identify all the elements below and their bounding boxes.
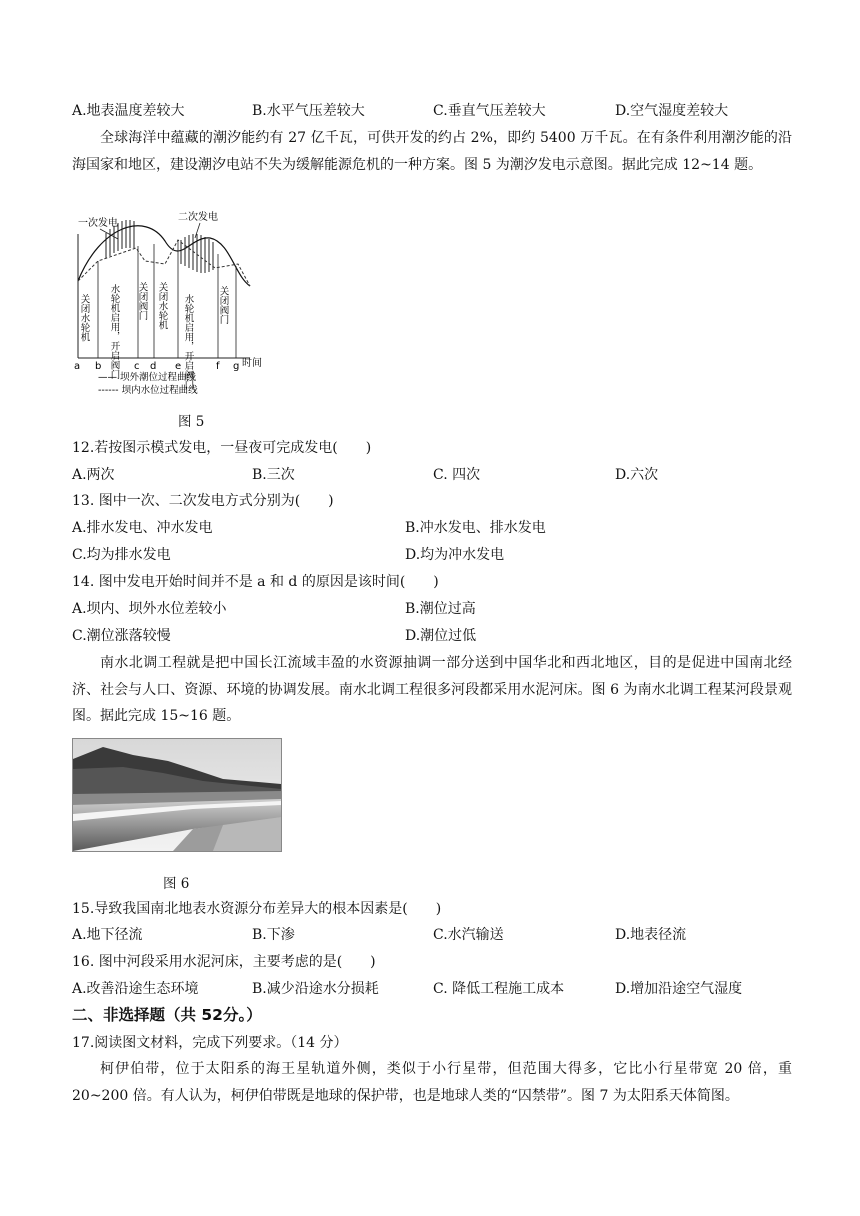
q15-option-d: D.地表径流 [615, 927, 687, 943]
q13-option-a: A.排水发电、冲水发电 [72, 520, 213, 536]
q11-option-d: D.空气湿度差较大 [615, 103, 729, 119]
q15-stem: 15.导致我国南北地表水资源分布差异大的根本因素是( ) [72, 901, 442, 917]
label-second-generation: 二次发电 [178, 212, 218, 223]
q14-option-c: C.潮位涨落较慢 [72, 628, 171, 644]
q12-option-c: C. 四次 [433, 467, 481, 483]
tick-c: c [134, 361, 140, 372]
tick-e: e [175, 361, 182, 372]
q14-option-d: D.潮位过低 [405, 628, 477, 644]
q17-stem: 17.阅读图文材料，完成下列要求。（14 分） [72, 1035, 348, 1051]
tick-f: f [216, 361, 220, 372]
zone-label-1: 关闭水轮机 [78, 294, 90, 342]
q12-option-a: A.两次 [72, 467, 115, 483]
zone-label-3: 关闭阀门 [136, 282, 148, 320]
q16-stem: 16. 图中河段采用水泥河床，主要考虑的是( ) [72, 954, 376, 970]
q15-option-c: C.水汽输送 [433, 927, 504, 943]
q16-option-d: D.增加沿途空气湿度 [615, 981, 743, 997]
q15-option-a: A.地下径流 [72, 927, 143, 943]
x-axis-label: 时间 [242, 358, 262, 369]
zone-label-4: 关闭水轮机 [156, 282, 168, 330]
tick-d: d [150, 361, 157, 372]
q13-option-c: C.均为排水发电 [72, 547, 171, 563]
figure-6-river-photo [72, 738, 282, 852]
q14-option-b: B.潮位过高 [405, 601, 476, 617]
q17-passage: 柯伊伯带，位于太阳系的海王星轨道外侧，类似于小行星带，但范围大得多，它比小行星带宽 20 倍，重 20~200 倍。有人认为，柯伊伯带既是地球的保护带，也是地球人类的“囚禁带”。图 7 为太阳系天体简图。 [72, 1061, 792, 1104]
q16-option-c: C. 降低工程施工成本 [433, 981, 565, 997]
legend-outside-curve: —— 坝外潮位过程曲线 [98, 372, 197, 383]
zone-label-6: 关闭阀门 [217, 286, 229, 324]
figure-5-caption: 图 5 [178, 414, 205, 430]
passage-south-north-water: 南水北调工程就是把中国长江流域丰盈的水资源抽调一部分送到中国华北和西北地区，目的是促进中国南北经济、社会与人口、资源、环境的协调发展。南水北调工程很多河段都采用水泥河床。图 6 为南水北调工程某河段景观图。据此完成 15~16 题。 [72, 655, 792, 724]
figure-6-caption: 图 6 [163, 876, 190, 892]
tick-b: b [95, 361, 102, 372]
q11-option-b: B.水平气压差较大 [252, 103, 365, 119]
q16-option-b: B.减少沿途水分损耗 [252, 981, 379, 997]
q13-option-d: D.均为冲水发电 [405, 547, 505, 563]
tick-a: a [74, 361, 81, 372]
tick-g: g [233, 361, 240, 372]
q13-option-b: B.冲水发电、排水发电 [405, 520, 546, 536]
zone-label-5: 水轮机启用，开启阀门 [182, 294, 194, 389]
q16-option-a: A.改善沿途生态环境 [72, 981, 199, 997]
q12-option-d: D.六次 [615, 467, 659, 483]
zone-label-2: 水轮机启用，开启阀门 [108, 284, 120, 379]
q15-option-b: B.下渗 [252, 927, 295, 943]
section-heading-non-choice: 二、非选择题（共 52分。） [72, 1006, 262, 1024]
q12-option-b: B.三次 [252, 467, 295, 483]
passage-tidal-energy: 全球海洋中蕴藏的潮汐能约有 27 亿千瓦，可供开发的约占 2%，即约 5400 万千瓦。在有条件利用潮汐能的沿海国家和地区，建设潮汐电站不失为缓解能源危机的一种方案。图 5 为潮汐发电示意图。据此完成 12~14 题。 [72, 130, 792, 173]
q14-stem: 14. 图中发电开始时间并不是 a 和 d 的原因是该时间( ) [72, 574, 439, 590]
label-first-generation: 一次发电 [78, 218, 118, 229]
q12-stem: 12.若按图示模式发电，一昼夜可完成发电( ) [72, 440, 372, 456]
q13-stem: 13. 图中一次、二次发电方式分别为( ) [72, 493, 334, 509]
q14-option-a: A.坝内、坝外水位差较小 [72, 601, 227, 617]
legend-inside-curve: ------ 坝内水位过程曲线 [98, 385, 198, 396]
figure-5-tidal-diagram [70, 206, 275, 398]
q11-option-c: C.垂直气压差较大 [433, 103, 546, 119]
q11-option-a: A.地表温度差较大 [72, 103, 185, 119]
